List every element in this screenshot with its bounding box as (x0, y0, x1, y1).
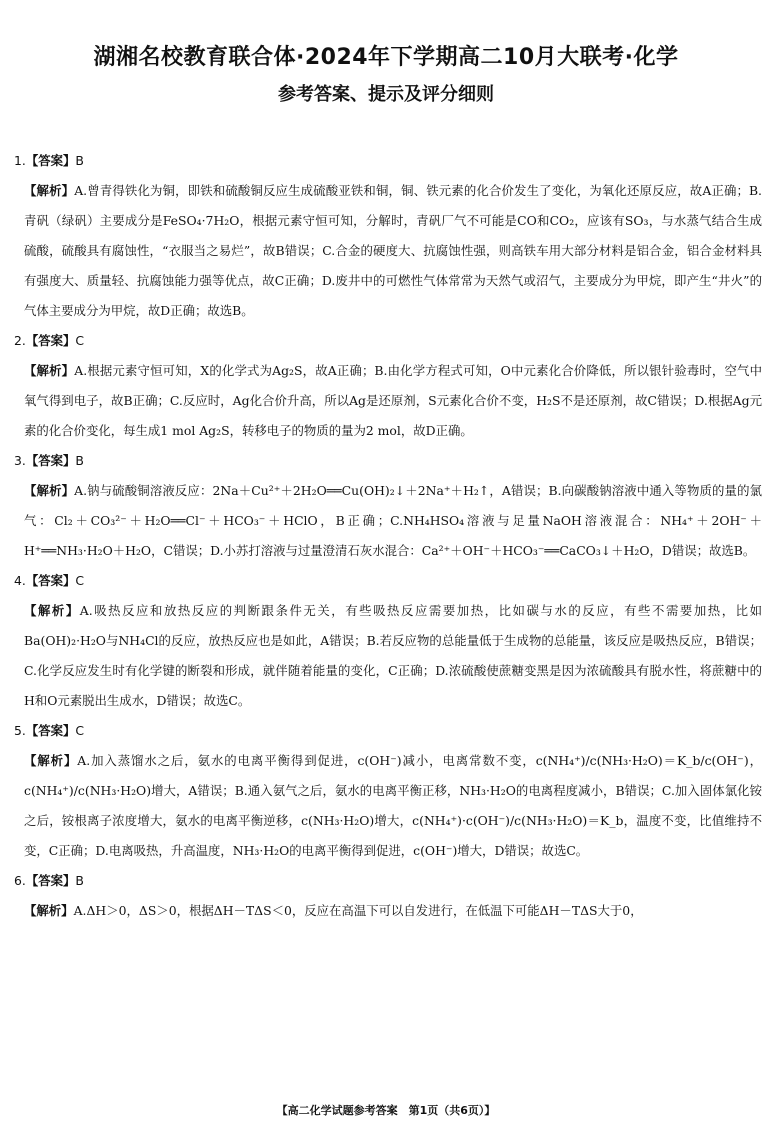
page-subtitle: 参考答案、提示及评分细则 (278, 84, 494, 105)
question-4-answer: 4.【答案】C (14, 573, 85, 588)
question-3-answer: 3.【答案】B (14, 453, 84, 468)
page-title: 湖湘名校教育联合体·2024年下学期高二10月大联考·化学 (93, 45, 679, 70)
question-6-answer: 6.【答案】B (14, 873, 84, 888)
question-6-explanation: 【解析】A.ΔH＞0，ΔS＞0，根据ΔH－TΔS＜0，反应在高温下可以自发进行，在低温下可能ΔH－TΔS大于0， (24, 903, 643, 918)
question-2-answer: 2.【答案】C (14, 333, 85, 348)
question-1-answer: 1.【答案】B (14, 153, 84, 168)
question-4-explanation: 【解析】A.吸热反应和放热反应的判断跟条件无关，有些吸热反应需要加热，比如碳与水的反应，有些不需要加热，比如Ba(OH)₂·H₂O与NH₄Cl的反应，放热反应也是如此，A错误；B.若反应物的总能量低于生成物的总能量，该反应是吸热反应，B错误；C.化学反应发生时有化学键的断裂和形成，就伴随着能量的变化，C正确；D.浓硫酸使蔗糖变黑是因为浓硫酸具有脱水性，将蔗糖中的H和O元素脱出生成水，D错误；故选C。 (24, 603, 762, 708)
question-1-explanation: 【解析】A.曾青得铁化为铜，即铁和硫酸铜反应生成硫酸亚铁和铜，铜、铁元素的化合价发生了变化，为氧化还原反应，故A正确；B.青矾（绿矾）主要成分是FeSO₄·7H₂O，根据元素守恒可知，分解时，青矾厂气不可能是CO和CO₂，应该有SO₃，与水蒸气结合生成硫酸，硫酸具有腐蚀性，“衣服当之易烂”，故B错误；C.合金的硬度大、抗腐蚀性强，则高铁车用大部分材料是铝合金，铝合金材料具有强度大、质量轻、抗腐蚀能力强等优点，故C正确；D.废井中的可燃性气体常常为天然气或沼气，主要成分为甲烷，即产生“井火”的气体主要成分为甲烷，故D正确；故选B。 (24, 183, 762, 318)
question-3-explanation: 【解析】A.钠与硫酸铜溶液反应：2Na＋Cu²⁺＋2H₂O══Cu(OH)₂↓＋2Na⁺＋H₂↑，A错误；B.向碳酸钠溶液中通入等物质的量的氯气：Cl₂＋CO₃²⁻＋H₂O══Cl⁻＋HCO₃⁻＋HClO，B正确；C.NH₄HSO₄溶液与足量NaOH溶液混合：NH₄⁺＋2OH⁻＋H⁺══NH₃·H₂O＋H₂O，C错误；D.小苏打溶液与过量澄清石灰水混合：Ca²⁺＋OH⁻＋HCO₃⁻══CaCO₃↓＋H₂O，D错误；故选B。 (24, 483, 763, 558)
page-footer: 【高二化学试题参考答案 第1页（共6页）】 (276, 1104, 496, 1117)
question-5-explanation: 【解析】A.加入蒸馏水之后，氨水的电离平衡得到促进，c(OH⁻)减小，电离常数不变，c(NH₄⁺)/c(NH₃·H₂O)＝K_b/c(OH⁻)，c(NH₄⁺)/c(NH₃·H₂O)增大，A错误；B.通入氨气之后，氨水的电离平衡正移，NH₃·H₂O的电离程度减小，B错误；C.加入固体氯化铵之后，铵根离子浓度增大，氨水的电离平衡逆移，c(NH₃·H₂O)增大，c(NH₄⁺)·c(OH⁻)/c(NH₃·H₂O)＝K_b，温度不变，比值维持不变，C正确；D.电离吸热，升高温度，NH₃·H₂O的电离平衡得到促进，c(OH⁻)增大，D错误；故选C。 (24, 753, 762, 858)
question-2-explanation: 【解析】A.根据元素守恒可知，X的化学式为Ag₂S，故A正确；B.由化学方程式可知，O中元素化合价降低，所以银针验毒时，空气中氧气得到电子，故B正确；C.反应时，Ag化合价升高，所以Ag是还原剂，S元素化合价不变，H₂S不是还原剂，故C错误；D.根据Ag元素的化合价变化，每生成1 mol Ag₂S，转移电子的物质的量为2 mol，故D正确。 (24, 363, 762, 438)
answers-list (14, 146, 762, 926)
question-5-answer: 5.【答案】C (14, 723, 85, 738)
